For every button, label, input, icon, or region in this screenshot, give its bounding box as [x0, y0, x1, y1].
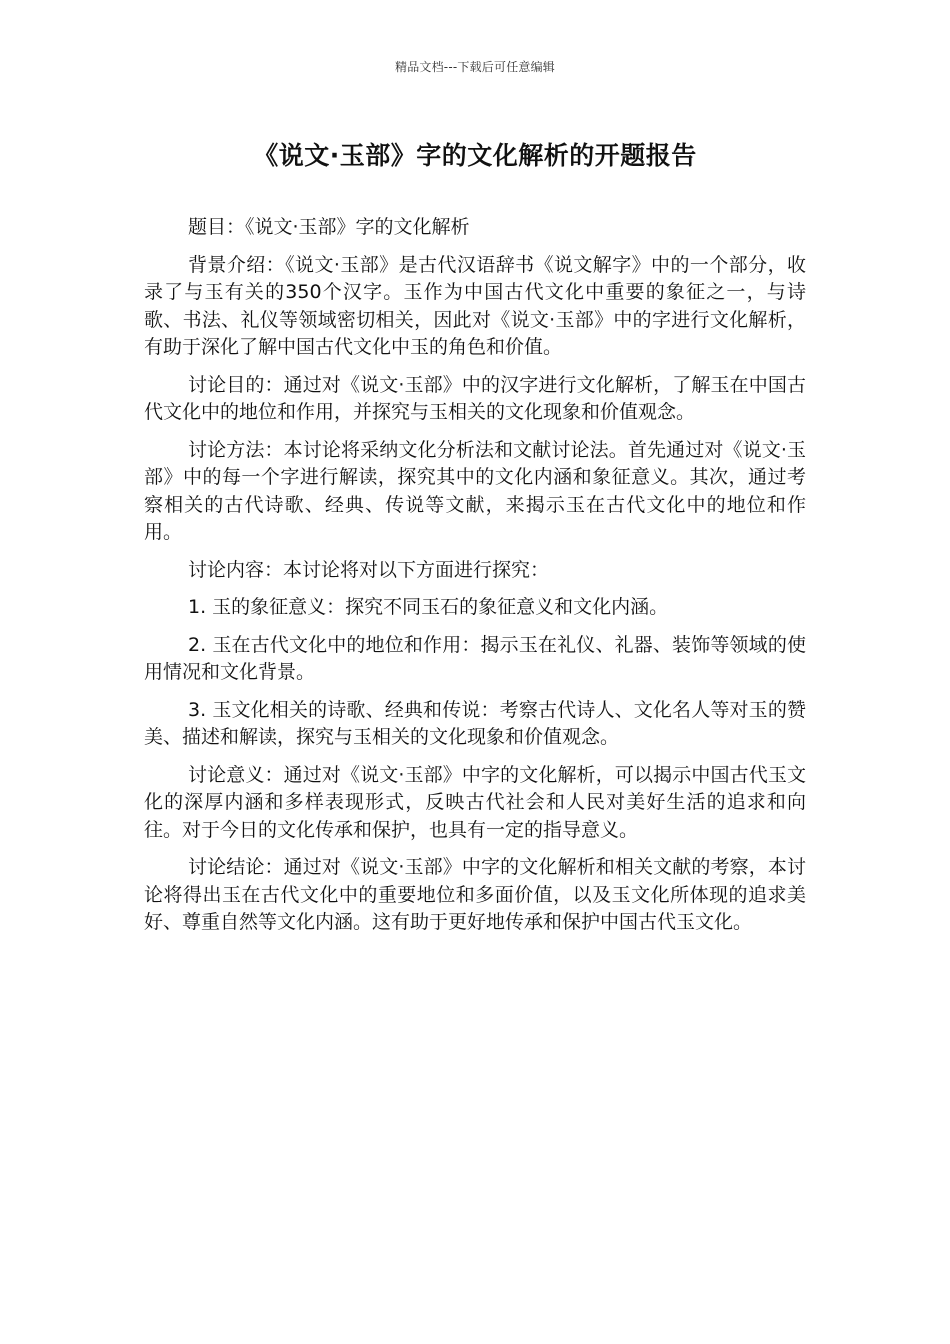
paragraph-content-intro: 讨论内容：本讨论将对以下方面进行探究： [188, 558, 550, 581]
paragraph-method: 讨论方法：本讨论将采纳文化分析法和文献讨论法。首先通过对《说文·玉部》中的每一个字进行解读，探究其中的文化内涵和象征意义。其次，通过考察相关的古代诗歌、经典、传说等文献，来揭示玉在古代文化中的地位和作用。 [144, 438, 806, 543]
paragraph-background: 背景介绍：《说文·玉部》是古代汉语辞书《说文解字》中的一个部分，收录了与玉有关的350个汉字。玉作为中国古代文化中重要的象征之一，与诗歌、书法、礼仪等领域密切相关，因此对《说文·玉部》中的字进行文化解析，有助于深化了解中国古代文化中玉的角色和价值。 [144, 253, 806, 358]
header-note: 精品文档---下载后可任意编辑 [395, 60, 555, 74]
list-item-2: 2. 玉在古代文化中的地位和作用：揭示玉在礼仪、礼器、装饰等领域的使用情况和文化背景。 [144, 633, 806, 683]
list-item-3: 3. 玉文化相关的诗歌、经典和传说：考察古代诗人、文化名人等对玉的赞美、描述和解读，探究与玉相关的文化现象和价值观念。 [144, 698, 806, 748]
paragraph-topic: 题目：《说文·玉部》字的文化解析 [188, 216, 470, 238]
document-body [144, 214, 806, 947]
paragraph-conclusion: 讨论结论：通过对《说文·玉部》中字的文化解析和相关文献的考察，本讨论将得出玉在古代文化中的重要地位和多面价值，以及玉文化所体现的追求美好、尊重自然等文化内涵。这有助于更好地传承和保护中国古代玉文化。 [144, 856, 806, 933]
paragraph-purpose: 讨论目的：通过对《说文·玉部》中的汉字进行文化解析，了解玉在中国古代文化中的地位和作用，并探究与玉相关的文化现象和价值观念。 [144, 373, 806, 423]
list-item-1: 1. 玉的象征意义：探究不同玉石的象征意义和文化内涵。 [188, 596, 669, 618]
paragraph-significance: 讨论意义：通过对《说文·玉部》中字的文化解析，可以揭示中国古代玉文化的深厚内涵和多样表现形式，反映古代社会和人民对美好生活的追求和向往。对于今日的文化传承和保护，也具有一定的指导意义。 [144, 763, 806, 841]
document-title: 《说文·玉部》字的文化解析的开题报告 [253, 141, 697, 170]
